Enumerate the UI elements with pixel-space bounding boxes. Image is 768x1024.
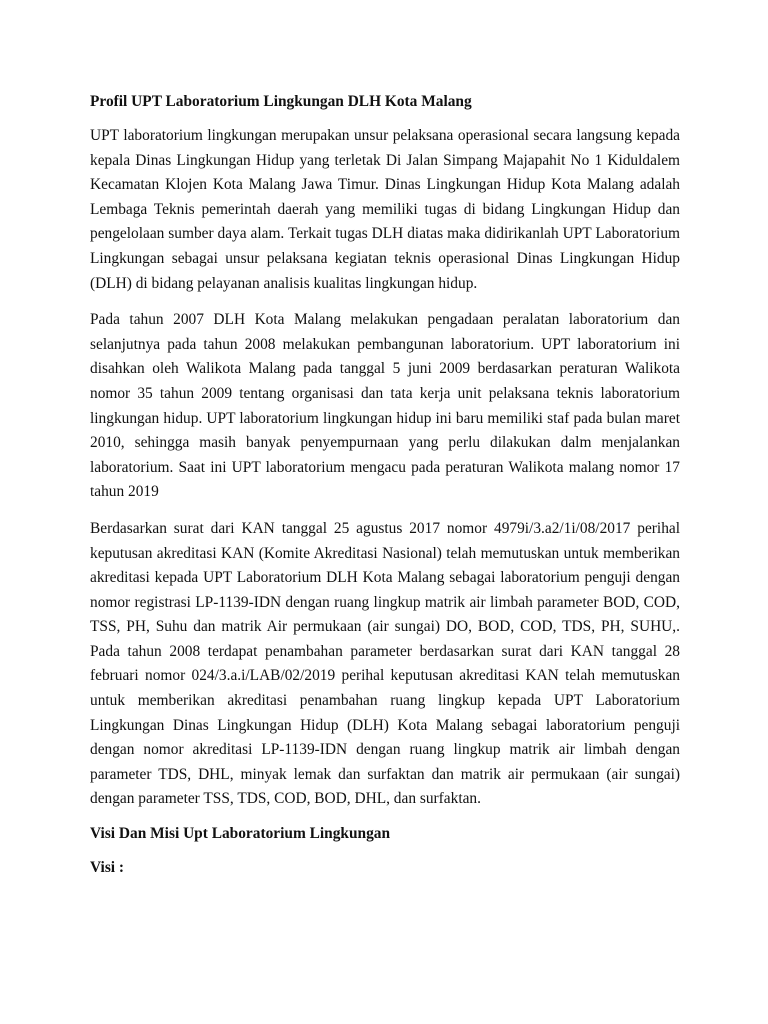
paragraph-profil: UPT laboratorium lingkungan merupakan unsur pelaksana operasional secara langsung kepada kepala Dinas Lingkungan Hidup yang terletak Di Jalan Simpang Majapahit No 1 Kiduldalem Kecamatan Klojen Kota Malang Jawa Timur. Dinas Lingkungan Hidup Kota Malang adalah Lembaga Teknis pemerintah daerah yang memiliki tugas di bidang Lingkungan Hidup dan pengelolaan sumber daya alam. Terkait tugas DLH diatas maka didirikanlah UPT Laboratorium Lingkungan sebagai unsur pelaksana kegiatan teknis operasional Dinas Lingkungan Hidup (DLH) di bidang pelayanan analisis kualitas lingkungan hidup. [90, 127, 680, 292]
section-heading-visi-misi: Visi Dan Misi Upt Laboratorium Lingkungan [90, 825, 391, 843]
document-page [90, 92, 680, 890]
document-title: Profil UPT Laboratorium Lingkungan DLH Kota Malang [90, 93, 472, 110]
paragraph-akreditasi: Berdasarkan surat dari KAN tanggal 25 agustus 2017 nomor 4979i/3.a2/1i/08/2017 perihal keputusan akreditasi KAN (Komite Akreditasi Nasional) telah memutuskan untuk memberikan akreditasi kepada UPT Laboratorium DLH Kota Malang sebagai laboratorium penguji dengan nomor registrasi LP-1139-IDN dengan ruang lingkup matrik air limbah parameter BOD, COD, TSS, PH, Suhu dan matrik Air permukaan (air sungai) DO, BOD, COD, TDS, PH, SUHU,. Pada tahun 2008 terdapat penambahan parameter berdasarkan surat dari KAN tanggal 28 februari nomor 024/3.a.i/LAB/02/2019 perihal keputusan akreditasi KAN telah memutuskan untuk memberikan akreditasi penambahan ruang lingkup kepada UPT Laboratorium Lingkungan Dinas Lingkungan Hidup (DLH) Kota Malang sebagai laboratorium penguji dengan nomor akreditasi LP-1139-IDN dengan ruang lingkup matrik air limbah dengan parameter TDS, DHL, minyak lemak dan surfaktan dan matrik air permukaan (air sungai) dengan parameter TSS, TDS, COD, BOD, DHL, dan surfaktan. [90, 519, 680, 808]
visi-label: Visi : [90, 859, 125, 877]
paragraph-sejarah: Pada tahun 2007 DLH Kota Malang melakukan pengadaan peralatan laboratorium dan selanjutnya pada tahun 2008 melakukan pembangunan laboratorium. UPT laboratorium ini disahkan oleh Walikota Malang pada tanggal 5 juni 2009 berdasarkan peraturan Walikota nomor 35 tahun 2009 tentang organisasi dan tata kerja unit pelaksana teknis laboratorium lingkungan hidup. UPT laboratorium lingkungan hidup ini baru memiliki staf pada bulan maret 2010, sehingga masih banyak penyempurnaan yang perlu dilakukan dalm menjalankan laboratorium. Saat ini UPT laboratorium mengacu pada peraturan Walikota malang nomor 17 tahun 2019 [90, 311, 680, 501]
